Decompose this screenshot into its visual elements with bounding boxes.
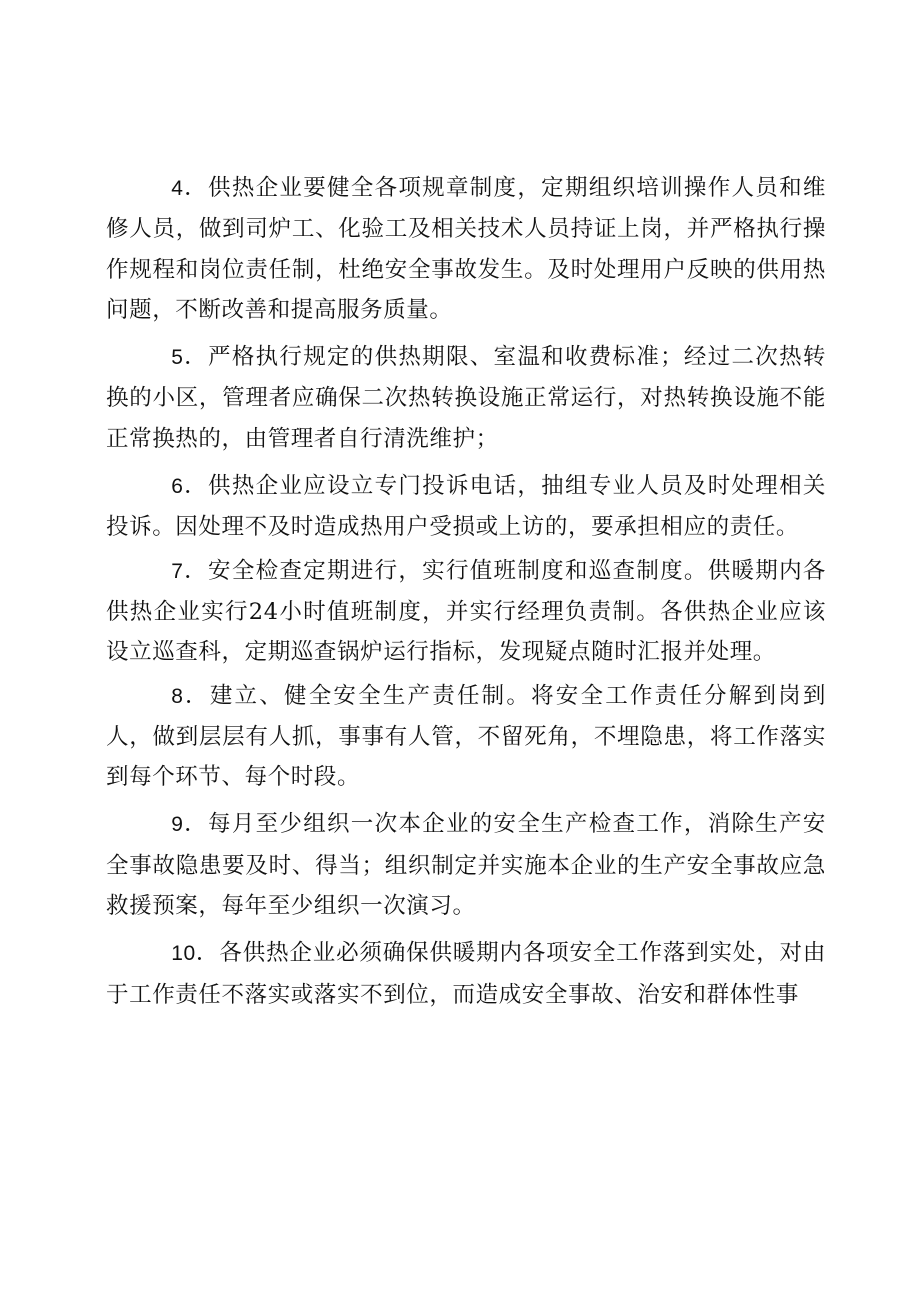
document-body [106,168,826,1015]
paragraph-number: 5 [171,346,184,370]
paragraph-4 [106,168,826,330]
paragraph-9 [106,804,826,926]
paragraph-number: 9 [171,813,184,837]
paragraph-10 [106,933,826,1015]
paragraph-6 [106,466,826,548]
paragraph-text: ．各供热企业必须确保供暖期内各项安全工作落到实处，对由于工作责任不落实或落实不到位，而造成安全事故、治安和群体性事 [106,940,826,1008]
paragraph-number: 7 [171,559,184,583]
paragraph-text: ．每月至少组织一次本企业的安全生产检查工作，消除生产安全事故隐患要及时、得当；组织制定并实施本企业的生产安全事故应急救援预案，每年至少组织一次演习。 [106,811,826,920]
paragraph-number: 10 [171,942,196,966]
paragraph-text: ．供热企业要健全各项规章制度，定期组织培训操作人员和维修人员，做到司炉工、化验工及相关技术人员持证上岗，并严格执行操作规程和岗位责任制，杜绝安全事故发生。及时处理用户反映的供用热问题，不断改善和提高服务质量。 [106,175,826,323]
paragraph-text: ．建立、健全安全生产责任制。将安全工作责任分解到岗到人，做到层层有人抓，事事有人管，不留死角，不埋隐患，将工作落实到每个环节、每个时段。 [106,682,826,791]
paragraph-number: 4 [171,177,184,200]
paragraph-8 [106,676,826,798]
paragraph-text: ．供热企业应设立专门投诉电话，抽组专业人员及时处理相关投诉。因处理不及时造成热用户受损或上访的，要承担相应的责任。 [106,473,826,541]
paragraph-7 [106,551,826,673]
paragraph-5 [106,337,826,459]
paragraph-text: ．安全检查定期进行，实行值班制度和巡查制度。供暖期内各供热企业实行24小时值班制度，并实行经理负责制。各供热企业应该设立巡查科，定期巡查锅炉运行指标，发现疑点随时汇报并处理。 [106,557,826,666]
paragraph-number: 6 [171,475,184,499]
paragraph-number: 8 [171,684,184,708]
paragraph-text: ．严格执行规定的供热期限、室温和收费标准；经过二次热转换的小区，管理者应确保二次热转换设施正常运行，对热转换设施不能正常换热的，由管理者自行清洗维护； [106,344,826,452]
